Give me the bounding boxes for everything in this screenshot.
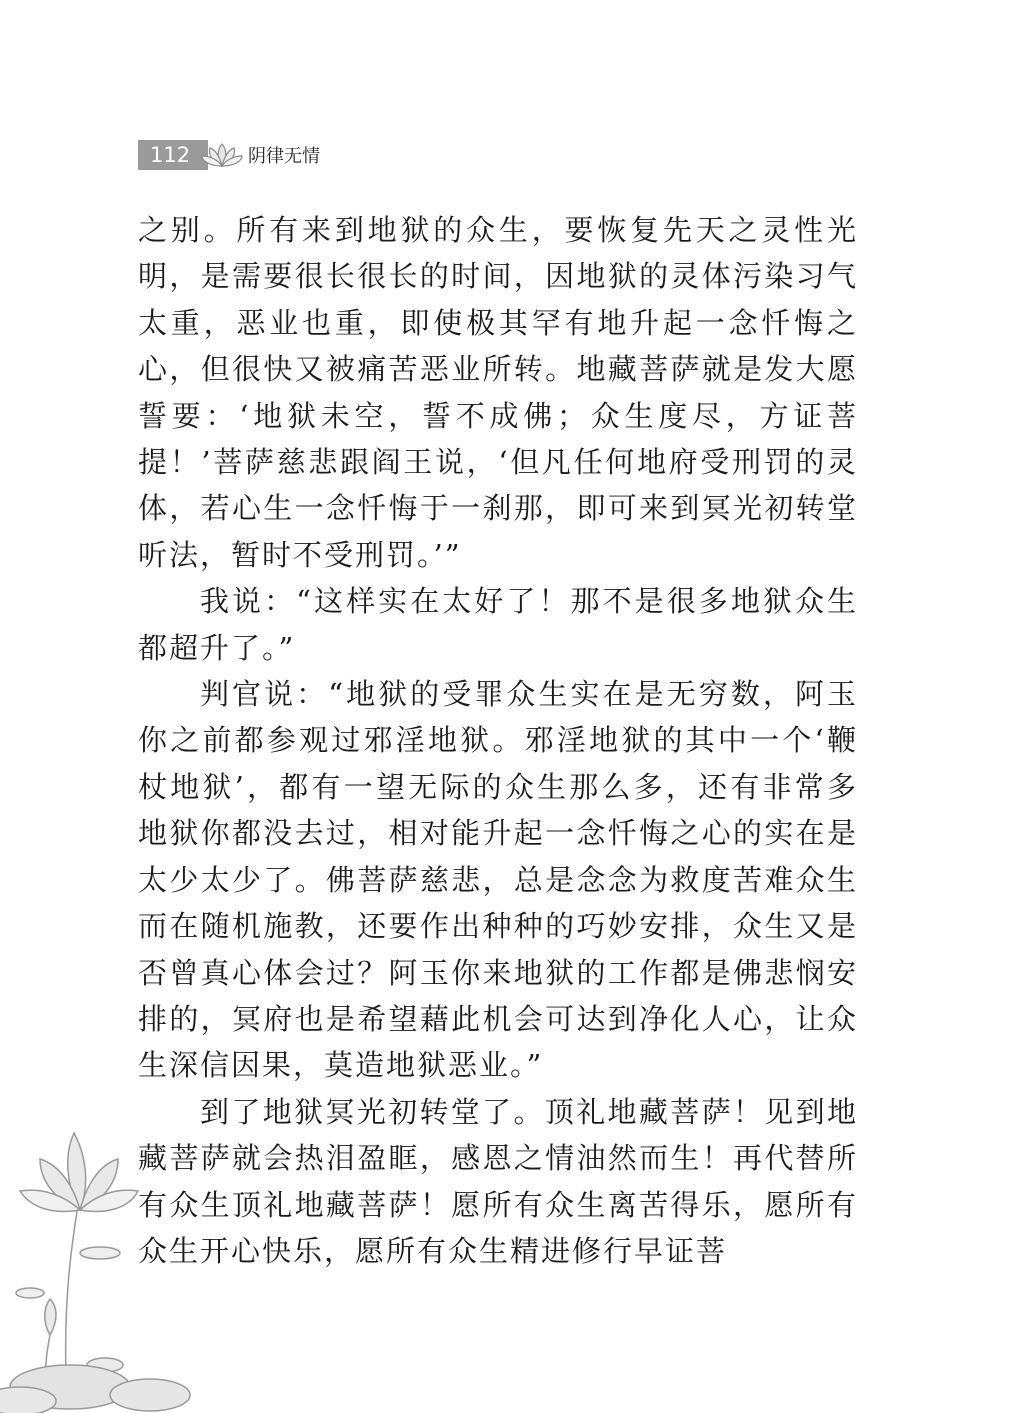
page-number: 112	[138, 140, 208, 170]
paragraph: 之别。所有来到地狱的众生，要恢复先天之灵性光明，是需要很长很长的时间，因地狱的灵体污染习气太重，恶业也重，即使极其罕有地升起一念忏悔之心，但很快又被痛苦恶业所转。地藏菩萨就是发大愿誓要：‘地狱未空，誓不成佛；众生度尽，方证菩提！’菩萨慈悲跟阎王说，‘但凡任何地府受刑罚的灵体，若心生一念忏悔于一刹那，即可来到冥光初转堂听法，暂时不受刑罚。’”	[138, 213, 858, 572]
paragraph: 到了地狱冥光初转堂了。顶礼地藏菩萨！见到地藏菩萨就会热泪盈眶，感恩之情油然而生！再代替所有众生顶礼地藏菩萨！愿所有众生离苦得乐，愿所有众生开心快乐，愿所有众生精进修行早证菩	[138, 1094, 858, 1268]
body-text	[138, 207, 858, 1274]
lotus-icon	[200, 140, 244, 170]
running-header	[138, 140, 320, 170]
paragraph: 我说：“这样实在太好了！那不是很多地狱众生都超升了。”	[138, 584, 858, 665]
book-title: 阴律无情	[248, 146, 320, 167]
paragraph: 判官说：“地狱的受罪众生实在是无穷数，阿玉你之前都参观过邪淫地狱。邪淫地狱的其中一个‘鞭杖地狱’，都有一望无际的众生那么多，还有非常多地狱你都没去过，相对能升起一念忏悔之心的实在是太少太少了。佛菩萨慈悲，总是念念为救度苦难众生而在随机施教，还要作出种种的巧妙安排，众生又是否曾真心体会过？阿玉你来地狱的工作都是佛悲悯安排的，冥府也是希望藉此机会可达到净化人心，让众生深信因果，莫造地狱恶业。”	[138, 677, 858, 1083]
lotus-illustration	[0, 1125, 200, 1413]
